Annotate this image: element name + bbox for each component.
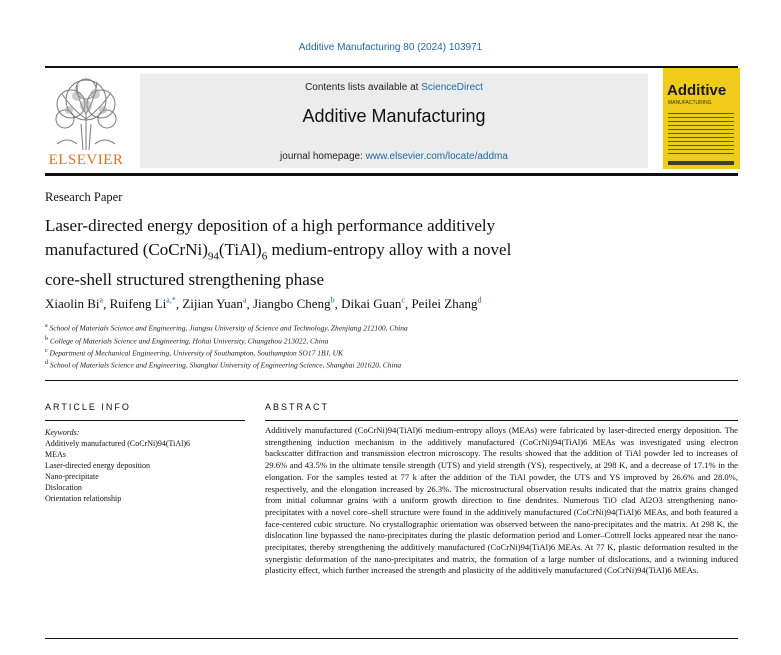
author[interactable]: Xiaolin Bi$^a$ (45, 296, 104, 312)
affiliation: $^c$ Department of Mechanical Engineering, University of Southampton, Southampton SO17 1BJ, UK (45, 348, 344, 358)
keyword[interactable]: Nano-precipitate (45, 472, 99, 481)
header-rule (45, 66, 738, 68)
contents-prefix: Contents lists available at (305, 82, 422, 93)
journal-banner (140, 74, 648, 168)
author[interactable]: Zijian Yuan$^a$ (182, 296, 247, 312)
affiliation: $^a$ School of Materials Science and Engineering, Jiangsu University of Science and Technology, Zhenjiang 212100, China (45, 323, 408, 333)
journal-citation[interactable]: Additive Manufacturing 80 (2024) 103971 (298, 42, 483, 53)
keywords-block (45, 427, 245, 504)
cover-subtitle: MANUFACTURING (668, 100, 712, 106)
author[interactable]: Dikai Guan$^c$ (341, 296, 405, 312)
abstract-text: Additively manufactured (CoCrNi)94(TiAl)6 medium-entropy alloys (MEAs) were fabricated by laser-directed energy deposition. The strengthening induction mechanism in the additively manufactured (CoCrNi)94(TiAl)6 MEAs was investigated using electron backscatter diffraction and transmission electron microscopy. The results showed that the addition of TiAl powder led to increases of 29.6% and 43.5% in the ultimate tensile strength (UTS) and yield strength (YS), respectively, at 298 K, and a decrease of 17.1% in the elongation. For the samples tested at 77 k after the addition of the TiAl powder, the UTS and YS improved by 26.6% and 28.0%, respectively, and the elongation increased by 26.3%. The microstructural observation results indicated that the matrix grains changed from initial columnar grains with a uniform growth direction to fine dendrites. Numerous TiO clad Al2O3 strengthening nano-precipitates with a novel core–shell structure were found in the additively manufactured (CoCrNi)94(TiAl)6 MEAs, and both featured a face-centered cubic structure. No crystallographic orientation was observed between the nano-precipitates and the matrix. At 298 K, the dislocation line bypassed the nano-precipitates during the plastic deformation period and Lomer–Cottrell locks appeared near the nano-precipitates, thereby strengthening the additively manufactured (CoCrNi)94(TiAl)6 MEAs. At 77 K, plastic deformation resulted in the synergistic deformation of the nano-precipitates and matrix, the formation of a large number of dislocations, and a twinning induced plasticity effect, which further increased the strength and plasticity of the additively manufactured (CoCrNi)94(TiAl)6 MEAs. (265, 425, 738, 576)
cover-footer-bar (668, 161, 734, 165)
title-line-1: Laser-directed energy deposition of a high performance additively (45, 216, 496, 235)
header-thick-rule (45, 173, 738, 176)
footer-rule (45, 638, 738, 639)
abstract-heading: ABSTRACT (265, 402, 330, 412)
author-list: Xiaolin Bi$^a$, Ruifeng $Li^{a,*}$, Zijian Yuan$^a$, Jiangbo Cheng$^b$, Dikai Guan$^c$, Peilei Zhang$^d$ (45, 296, 482, 312)
article-type: Research Paper (45, 190, 123, 204)
title-line-3: core-shell structured strengthening phase (45, 270, 324, 290)
affiliation: $^d$ School of Materials Science and Engineering, Shanghai University of Engineering Science, Shanghai 201620, China (45, 360, 402, 370)
keywords-label: Keywords: (45, 428, 80, 437)
journal-name[interactable]: Additive Manufacturing (302, 106, 486, 126)
homepage-link[interactable]: www.elsevier.com/locate/addma (365, 151, 508, 162)
sciencedirect-link[interactable]: ScienceDirect (421, 82, 483, 93)
keyword[interactable]: Orientation relationship (45, 494, 122, 503)
keywords-rule (45, 420, 245, 421)
article-info-heading: ARTICLE INFO (45, 402, 131, 412)
homepage-prefix: journal homepage: (280, 151, 366, 162)
author[interactable]: Ruifeng $Li^{a,*}$ (109, 296, 176, 312)
keyword[interactable]: Dislocation (45, 483, 82, 492)
homepage-line (140, 151, 648, 162)
title-line-2: manufactured $(CoCrNi)_{94}(TiAl)_6$ medium-entropy alloy with a novel (45, 240, 512, 263)
cover-title: Additive (667, 82, 727, 99)
abstract-rule (265, 420, 738, 421)
cover-graphic (668, 113, 734, 157)
author[interactable]: Jiangbo Cheng$^b$ (252, 296, 335, 312)
elsevier-logo[interactable] (45, 74, 127, 170)
section-rule (45, 380, 738, 381)
elsevier-tree-icon (47, 74, 125, 152)
affiliation: $^b$ College of Materials Science and Engineering, Hohai University, Changzhou 213022, China (45, 336, 329, 346)
publisher-name: ELSEVIER (48, 152, 124, 168)
keyword[interactable]: MEAs (45, 450, 66, 459)
author[interactable]: Peilei Zhang$^d$ (411, 296, 482, 312)
keyword[interactable]: Additively manufactured (CoCrNi)94(TiAl)6 (45, 439, 191, 448)
journal-cover[interactable] (663, 68, 740, 169)
contents-line (140, 82, 648, 93)
keyword[interactable]: Laser-directed energy deposition (45, 461, 150, 470)
article-title (45, 214, 685, 292)
